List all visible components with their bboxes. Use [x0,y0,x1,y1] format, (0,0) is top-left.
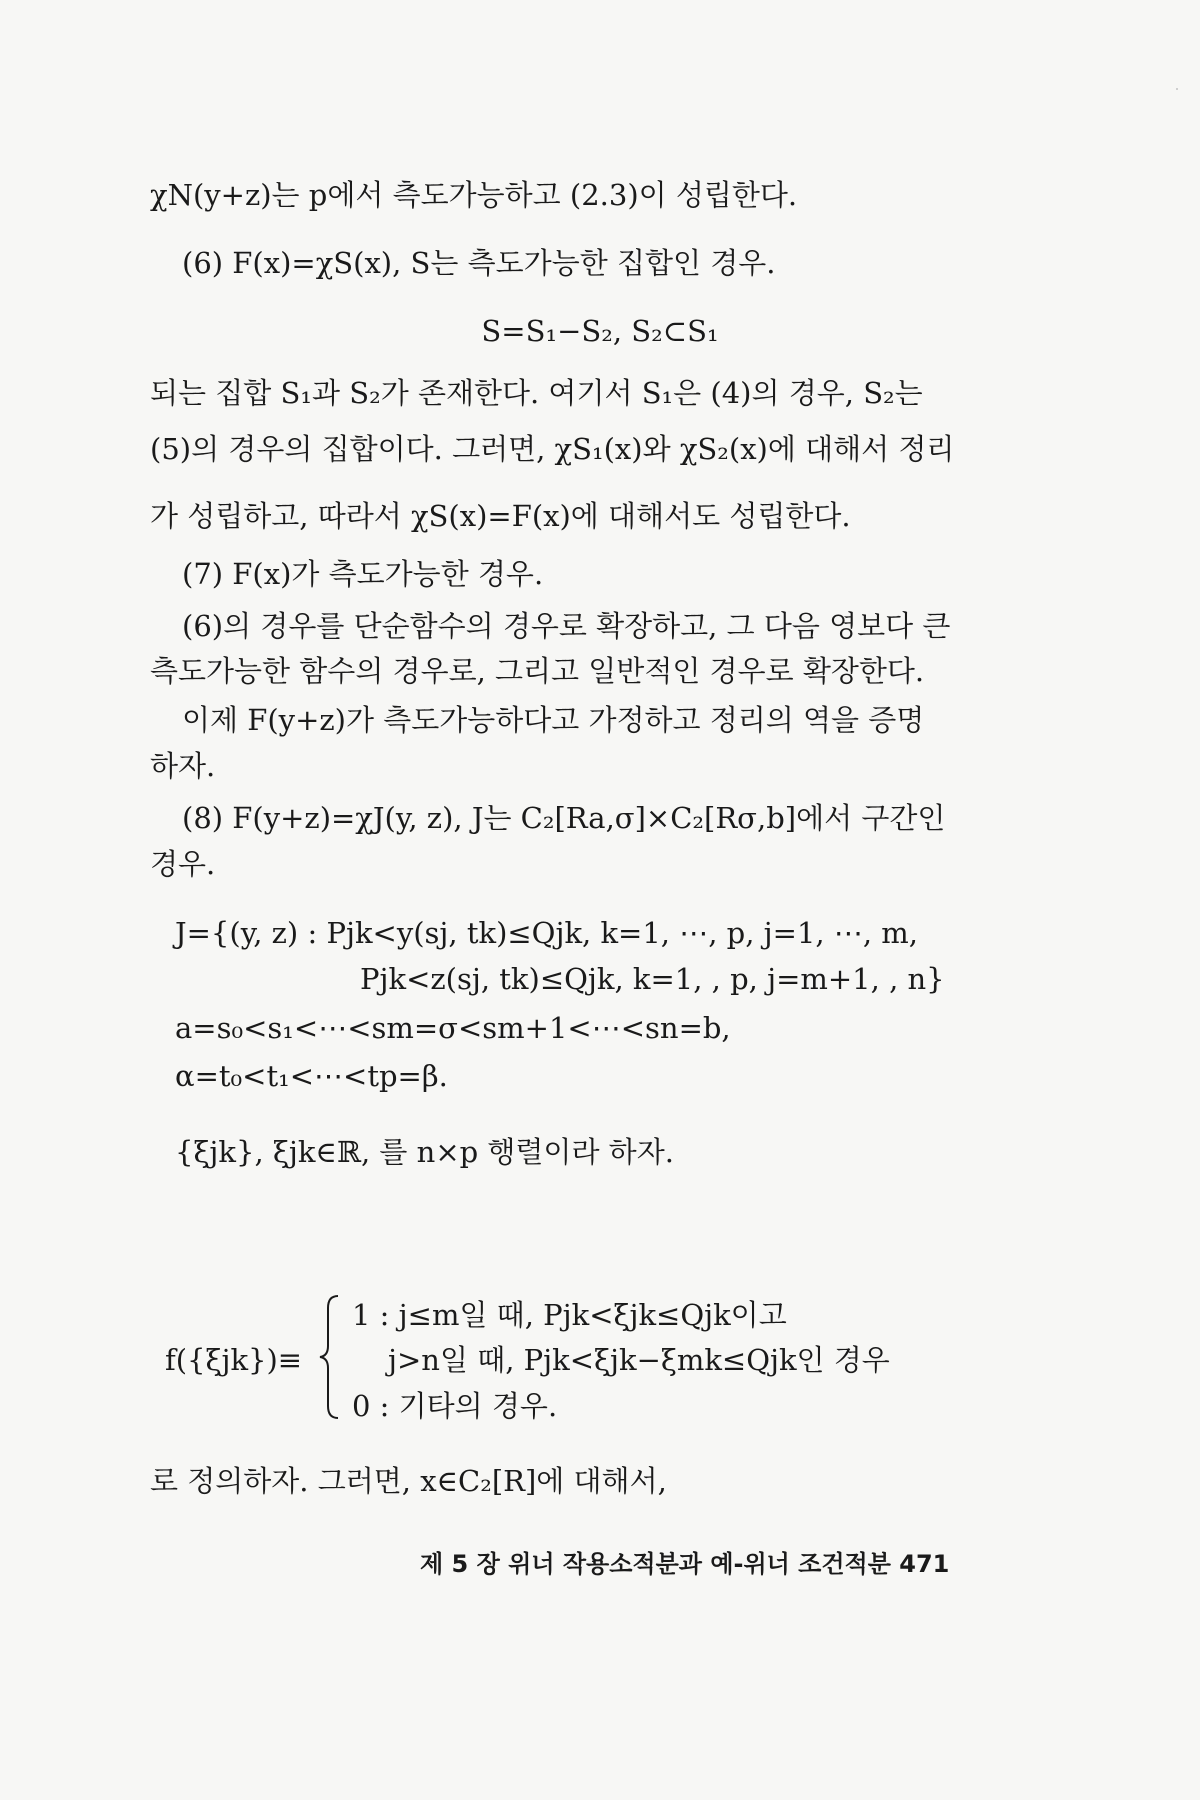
equation-partition-s: a=s₀<s₁<⋯<sm=σ<sm+1<⋯<sn=b, [175,1011,731,1045]
text-line-last: 로 정의하자. 그러면, x∈C₂[R]에 대해서, [150,1464,667,1498]
case-one: 1 : j≤m일 때, Pjk<ξjk≤Qjk이고 [352,1298,787,1332]
text-line-6: 가 성립하고, 따라서 χS(x)=F(x)에 대해서도 성립한다. [150,499,851,533]
text-line-9: 측도가능한 함수의 경우로, 그리고 일반적인 경우로 확장한다. [150,654,925,688]
text-line-4: 되는 집합 S₁과 S₂가 존재한다. 여기서 S₁은 (4)의 경우, S₂는 [150,376,923,410]
function-f-label: f({ξjk})≡ [165,1343,303,1377]
case-zero: 0 : 기타의 경우. [352,1389,558,1423]
equation-s-decomposition: S=S₁−S₂, S₂⊂S₁ [481,314,719,348]
case-6-heading: (6) F(x)=χS(x), S는 측도가능한 집합인 경우. [182,246,776,280]
scan-artifact [1176,88,1178,90]
case-7-heading: (7) F(x)가 측도가능한 경우. [182,557,544,591]
text-line-8: (6)의 경우를 단순함수의 경우로 확장하고, 그 다음 영보다 큰 [182,609,951,643]
equation-j-definition-2: Pjk<z(sj, tk)≤Qjk, k=1, , p, j=m+1, , n} [360,962,945,996]
equation-partition-t: α=t₀<t₁<⋯<tp=β. [175,1059,448,1093]
text-line-10: 이제 F(y+z)가 측도가능하다고 가정하고 정리의 역을 증명 [182,703,925,737]
equation-j-definition-1: J={(y, z) : Pjk<y(sj, tk)≤Qjk, k=1, ⋯, p, j=1, ⋯, m, [175,916,918,950]
case-8-heading: (8) F(y+z)=χJ(y, z), J는 C₂[Ra,σ]×C₂[Rσ,b]에서 구간인 [182,801,946,835]
text-line-matrix: {ξjk}, ξjk∈ℝ, 를 n×p 행렬이라 하자. [175,1135,674,1169]
text-line-1: χN(y+z)는 p에서 측도가능하고 (2.3)이 성립한다. [150,178,798,212]
page-footer: 제 5 장 위너 작용소적분과 예-위너 조건적분 471 [420,1550,950,1578]
text-line-11: 하자. [150,749,216,783]
text-line-5: (5)의 경우의 집합이다. 그러면, χS₁(x)와 χS₂(x)에 대해서 정리 [150,432,955,466]
case-two: j>n일 때, Pjk<ξjk−ξmk≤Qjk인 경우 [388,1343,890,1377]
text-line-13: 경우. [150,847,216,881]
left-brace-icon [318,1294,342,1420]
